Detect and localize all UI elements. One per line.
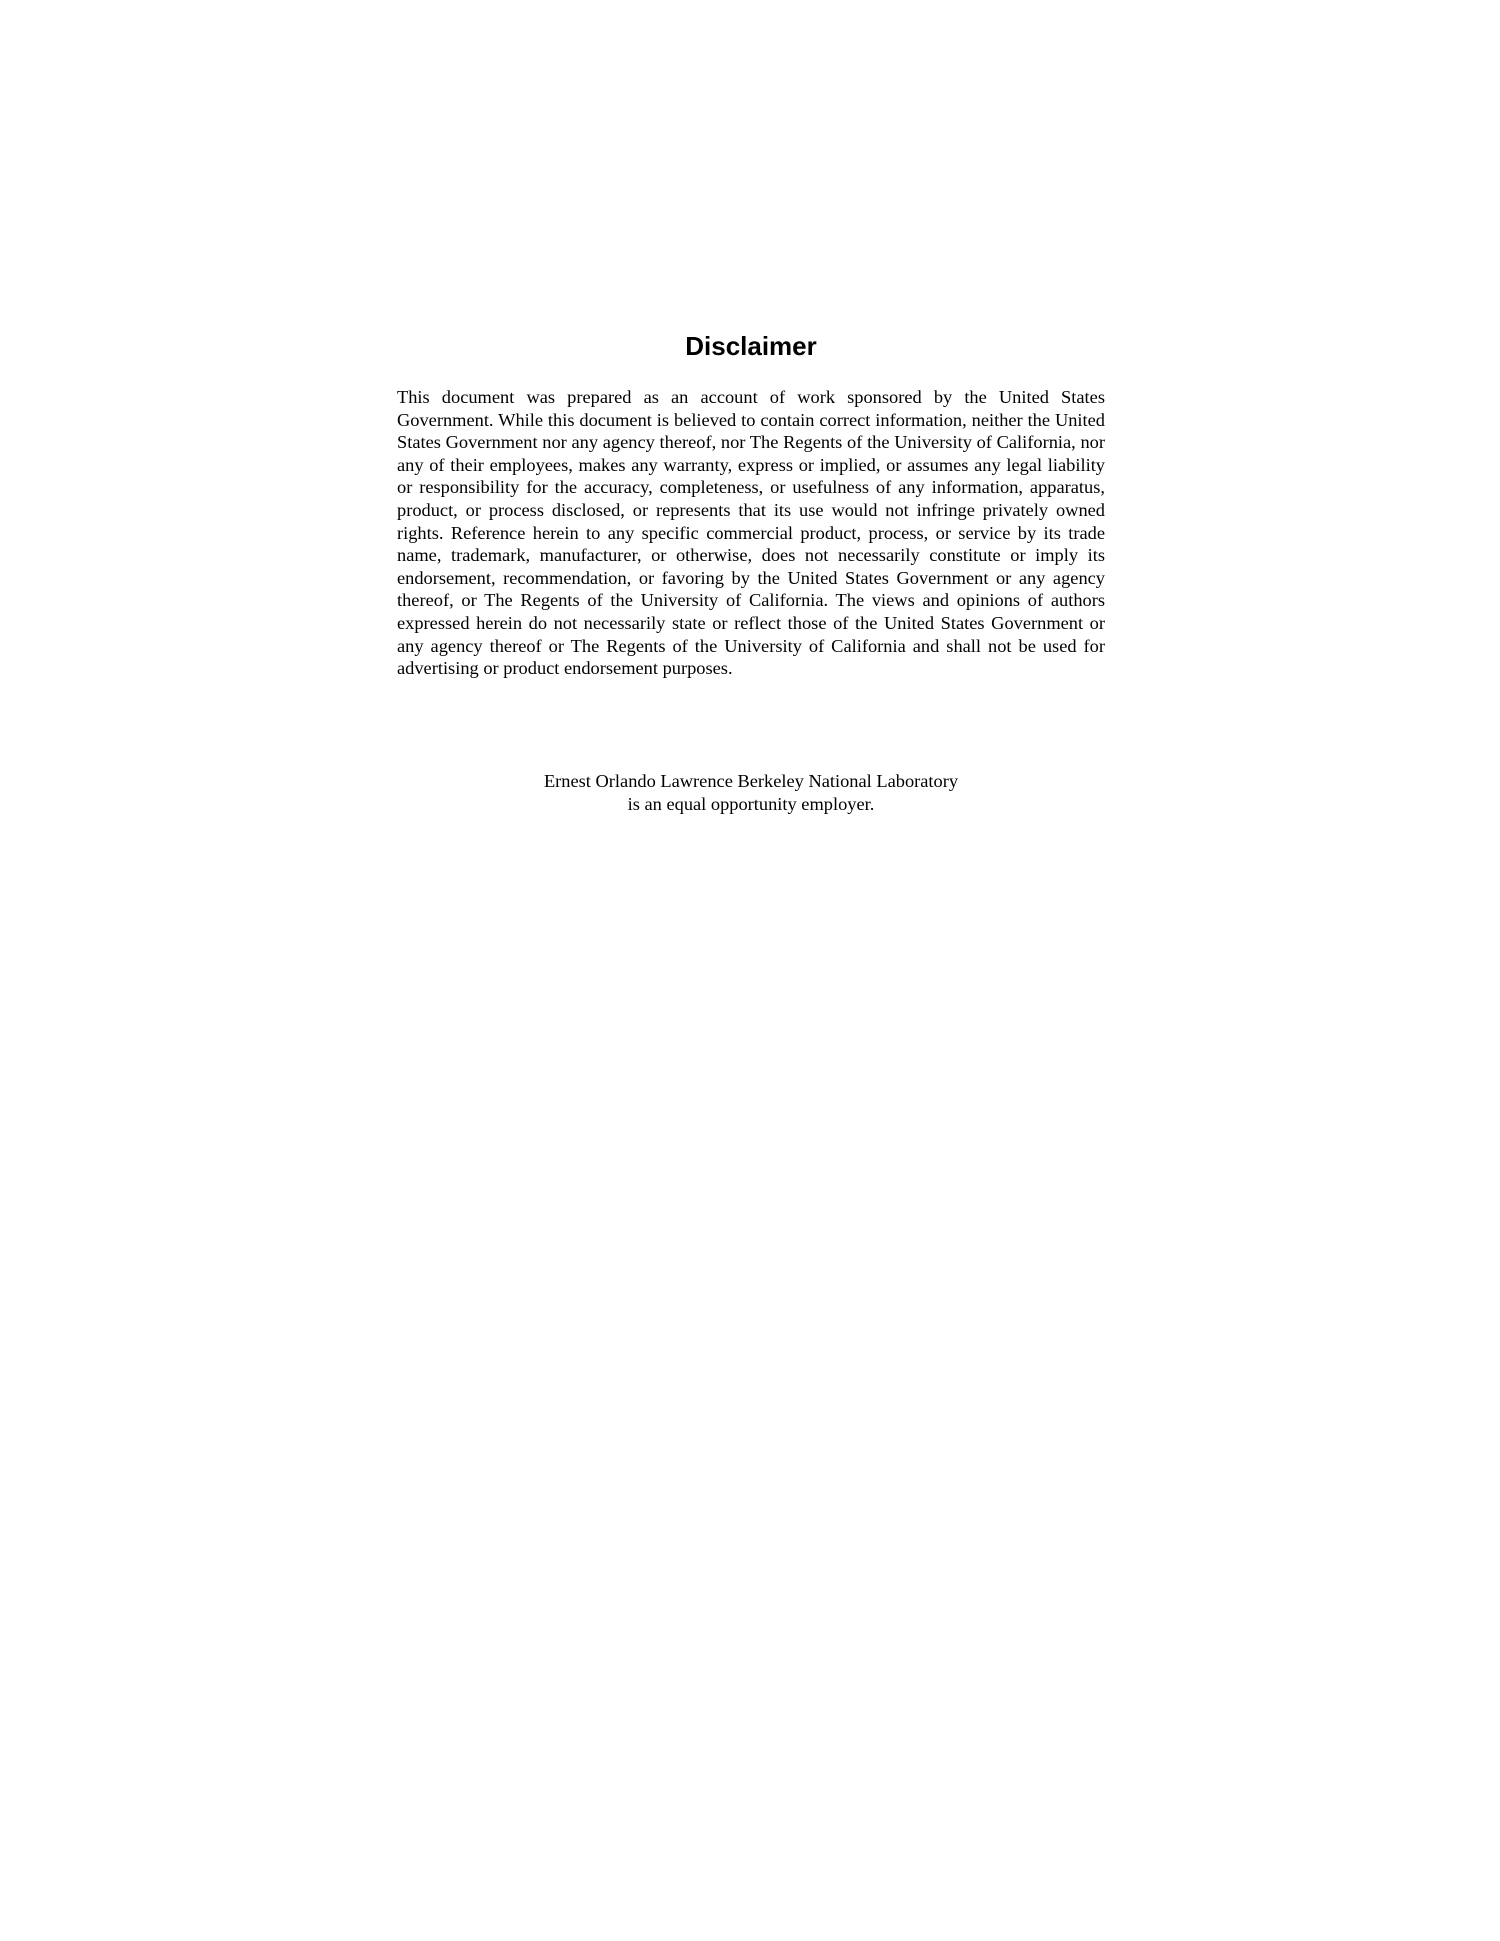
footer-line-employer: is an equal opportunity employer.	[627, 793, 875, 814]
disclaimer-section	[397, 330, 1105, 680]
equal-opportunity-statement	[397, 770, 1105, 815]
disclaimer-body: This document was prepared as an account of work sponsored by the United States Government. While this document is believed to contain correct information, neither the United States Government nor any agency thereof, nor The Regents of the University of California, nor any of their employees, makes any warranty, express or implied, or assumes any legal liability or responsibility for the accuracy, completeness, or usefulness of any information, apparatus, product, or process disclosed, or represents that its use would not infringe privately owned rights. Reference herein to any specific commercial product, process, or service by its trade name, trademark, manufacturer, or otherwise, does not necessarily constitute or imply its endorsement, recommendation, or favoring by the United States Government or any agency thereof, or The Regents of the University of California. The views and opinions of authors expressed herein do not necessarily state or reflect those of the United States Government or any agency thereof or The Regents of the University of California and shall not be used for advertising or product endorsement purposes.	[397, 387, 1105, 679]
disclaimer-title: Disclaimer	[685, 331, 817, 361]
footer-line-laboratory: Ernest Orlando Lawrence Berkeley National Laboratory	[543, 771, 959, 791]
